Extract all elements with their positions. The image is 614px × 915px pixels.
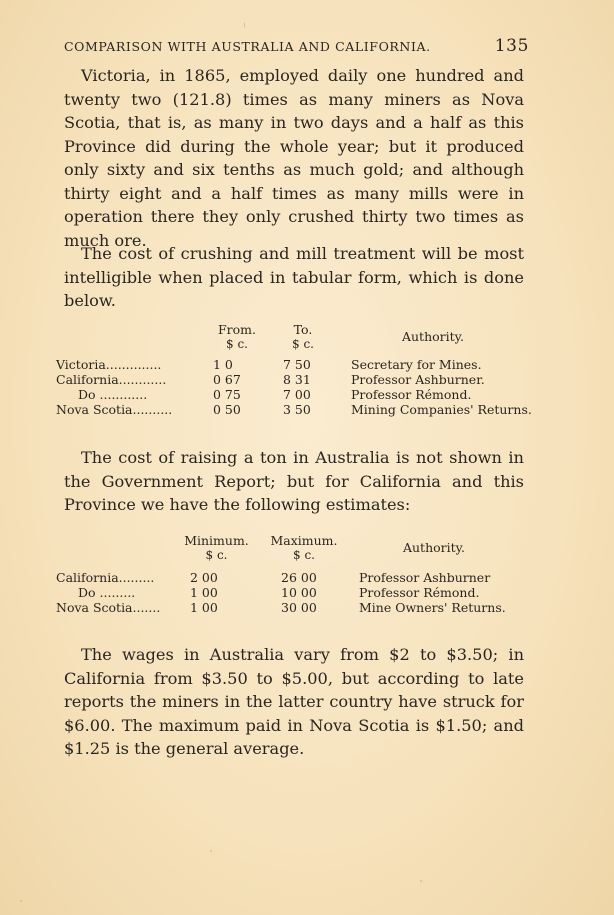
row-place: California......... [56, 570, 155, 585]
row-place: Do ............ [78, 387, 148, 402]
table-row [56, 372, 533, 387]
row-min: 2 00 [190, 570, 218, 585]
row-max: 10 00 [281, 585, 317, 600]
row-authority: Professor Rémond. [351, 387, 472, 402]
table-header-row [56, 322, 533, 337]
row-authority: Secretary for Mines. [351, 357, 482, 372]
subheader-place [56, 548, 174, 562]
subheader-from-units: $ c. [226, 337, 248, 351]
table-header-row [56, 533, 519, 548]
paper-speck [20, 900, 22, 902]
row-to: 7 50 [283, 357, 311, 372]
row-from: 0 75 [213, 387, 241, 402]
row-max: 26 00 [281, 570, 317, 585]
header-minimum: Minimum. [184, 533, 249, 548]
running-header [64, 36, 529, 56]
paper-speck [210, 850, 212, 852]
header-place [56, 322, 201, 337]
row-place: Do ......... [78, 585, 136, 600]
row-min: 1 00 [190, 600, 218, 615]
row-place: Victoria.............. [56, 357, 162, 372]
row-max: 30 00 [281, 600, 317, 615]
row-authority: Professor Ashburner. [351, 372, 485, 387]
row-min: 1 00 [190, 585, 218, 600]
header-authority: Authority. [402, 540, 466, 555]
row-place: California............ [56, 372, 167, 387]
paragraph-wages: The wages in Australia vary from $2 to $3.50; in California from $3.50 to $5.00, but according to late reports the miners in the latter country have struck for $6.00. The maximum paid in Nova Scotia is $1.50; and $1.25 is the general average. [64, 645, 524, 758]
paragraph-raising-cost-intro: The cost of raising a ton in Australia is not shown in the Government Report; but for California and this Province we have the following estimates: [64, 448, 524, 514]
crushing-cost-table [56, 322, 533, 417]
table-row [56, 387, 533, 402]
running-title: COMPARISON WITH AUSTRALIA AND CALIFORNIA. [64, 39, 431, 54]
subheader-to-units: $ c. [292, 337, 314, 351]
header-maximum: Maximum. [270, 533, 338, 548]
raising-cost-table [56, 533, 519, 615]
row-authority: Professor Ashburner [359, 570, 491, 585]
table-row [56, 570, 519, 585]
row-authority: Mining Companies' Returns. [351, 402, 532, 417]
table-row [56, 600, 519, 615]
header-from: From. [217, 322, 256, 337]
header-place [56, 533, 174, 548]
row-place: Nova Scotia....... [56, 600, 161, 615]
row-to: 8 31 [283, 372, 311, 387]
row-from: 1 0 [213, 357, 233, 372]
subheader-min-units: $ c. [205, 548, 228, 562]
subheader-max-units: $ c. [293, 548, 315, 562]
row-authority: Mine Owners' Returns. [359, 600, 506, 615]
page-number: 135 [494, 36, 529, 56]
table-row [56, 402, 533, 417]
paragraph-crushing-cost-intro: The cost of crushing and mill treatment will be most intelligible when placed in tabular form, which is done below. [64, 244, 524, 310]
row-place: Nova Scotia.......... [56, 402, 173, 417]
row-from: 0 67 [213, 372, 241, 387]
paper-speck [420, 880, 422, 882]
table-row [56, 585, 519, 600]
row-authority: Professor Rémond. [359, 585, 480, 600]
header-to: To. [293, 322, 313, 337]
table-row [56, 357, 533, 372]
header-authority: Authority. [401, 329, 465, 344]
row-from: 0 50 [213, 402, 241, 417]
subheader-place [56, 337, 201, 351]
paragraph-victoria-comparison: Victoria, in 1865, employed daily one hundred and twenty two (121.8) times as many miners as Nova Scotia, that is, as many in two days and a half as this Province did during the whole year; but it produced only sixty and six tenths as much gold; and although thirty eight and a half times as many mills were in operation there they only crushed thirty two times as much ore. [64, 66, 524, 250]
row-to: 7 00 [283, 387, 311, 402]
row-to: 3 50 [283, 402, 311, 417]
paper-speck [244, 22, 245, 28]
